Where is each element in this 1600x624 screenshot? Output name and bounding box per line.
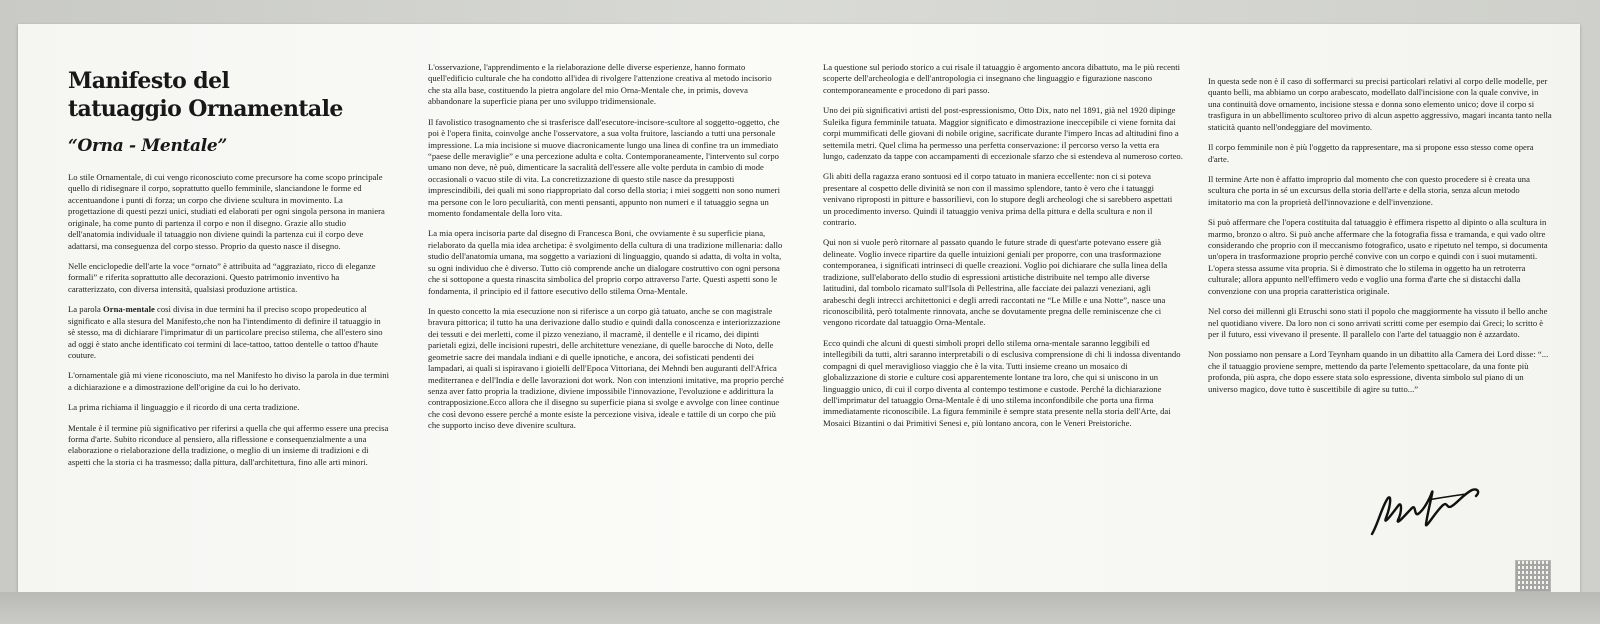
paragraph: Non possiamo non pensare a Lord Teynham quando in un dibattito alla Camera dei Lord disse: “... che il tatuaggio proviene sempre, mettendo da parte l'elemento spettacolare, da una fonte più profonda, più aspra, che dopo essere stata solo espressione, diventa simbolo sul piano di un universo magico, dove tutto è suscettibile di agire su tutto...” <box>1208 349 1549 394</box>
paragraph: Si può affermare che l'opera costituita dal tatuaggio è effimera rispetto al dipinto o alla scultura in marmo, bronzo o altro. Si può anche affermare che la fotografia fissa e tramanda, e qui vado oltre considerando che proprio con il meccanismo fotografico, usato e ripetuto nel tempo, si documenta un'opera in trasformazione proprio perché convive con un corpo e quindi con i suoi mutamenti. L'opera stessa assume vita propria. Si è dimostrato che lo stilema in oggetto ha un retroterra culturale; allora appunto nell'effimero vedo e voglio una forma d'arte che si distacchi dalla convenzione con una propria caratteristica originale. <box>1208 217 1548 296</box>
paragraph: La questione sul periodo storico a cui risale il tatuaggio è argomento ancora dibattuto, ma le più recenti scoperte dell'archeologia e dell'antropologia ci insegnano che linguaggio e figurazione nascono contemporaneamente e procedono di pari passo. <box>823 62 1181 95</box>
column-2 <box>428 62 784 441</box>
manifesto-title <box>68 68 390 123</box>
floor-shadow <box>0 592 1600 624</box>
paragraph: In questa sede non è il caso di soffermarci su precisi particolari relativi al corpo delle modelle, per quanto belli, ma abbiamo un corpo arabescato, modellato dall'incisione con la quale convive, in una continuità dove ornamento, incisione stessa e donna sono elemento unico; dove il corpo si trasfigura in un abbellimento scultoreo privo di alcun aspetto aggressivo, magari incanta tanto nella staticità quanto nell'ondeggiare del movimento. <box>1208 76 1552 132</box>
paragraph: Qui non si vuole però ritornare al passato quando le future strade di quest'arte potevano essere già delineate. Voglio invece ripartire da quelle intuizioni geniali per proporre, con una trasformazione contemporanea, i significati intrinseci di quelle creazioni. Voglio poi dichiarare che sulla linea della tradizione, sull'elaborato dello studio di espressioni artistiche distribuite nel tempo alle diverse latitudini, dal tombolo ricamato sull'Isola di Pellestrina, alle facciate dei palazzi veneziani, agli arabeschi degli intrecci architettonici e degli arredi raccontati ne “Le Mille e una Notte”, nasce una riconoscibilità, però totalmente rinnovata, anche se dovutamente pregna delle reminiscenze che ci vengono ricordate dal tatuaggio Orna-Mentale. <box>823 237 1168 328</box>
title-line-1: Manifesto del <box>68 68 230 94</box>
paragraph: La prima richiama il linguaggio e il ricordo di una certa tradizione. <box>68 402 300 413</box>
qr-code <box>1515 560 1551 592</box>
paragraph: Mentale è il termine più significativo per riferirsi a quella che qui affermo essere una precisa forma d'arte. Subito riconduce al pensiero, alla riflessione e consequenzialmente a una elaborazione o rielaborazione della tradizione, o meglio di un insieme di tradizioni e di aspetti che la storia ci ha trasmesso; dalla pittura, dall'architettura, fino alle arti minori. <box>68 422 389 467</box>
paragraph: L'osservazione, l'apprendimento e la rielaborazione delle diverse esperienze, hanno formato quell'edificio culturale che ha condotto all'idea di rivolgere l'attenzione creativa al metodo incisorio che sta alla base, costituendo la pietra angolare del mio Orna-Mentale che, in primis, doveva abbandonare la superficie piana per uno sviluppo tridimensionale. <box>428 62 772 107</box>
paragraph: Il favolistico trasognamento che si trasferisce dall'esecutore-incisore-scultore al soggetto-oggetto, che poi è l'opera finita, coinvolge anche l'osservatore, a sua volta fruitore, lasciando a tutti una personale impressione. La mia incisione si muove diacronicamente lungo una linea di confine tra un immediato “paese delle meraviglie” e una percezione adulta e colta. Contemporaneamente, l'intervento sul corpo umano non deve, nè può, dimenticare la sacralità dell'essere alle volte perduta in cambio di mode occasionali o vacuo stile di vita. La concretizzazione di questo stile nasce da presupposti imprescindibili, dei quali mi sono riappropriato dal corso della storia; i miei soggetti non sono numeri ma persone con le loro peculiarità, con menti pensanti, appunto non numeri e il tatuaggio segna un momento fondamentale della loro vita. <box>428 116 780 219</box>
manifesto-panel <box>18 24 1580 592</box>
paragraph: In questo concetto la mia esecuzione non si riferisce a un corpo già tatuato, anche se con magistrale bravura pittorica; il tutto ha una derivazione dallo studio e quindi dalla conoscenza e interiorizzazione dei tessuti e dei merletti, come il pizzo veneziano, il macramè, il dentelle e il ricamo, dei dipinti parietali egizi, delle incisioni rupestri, delle architetture veneziane, di quelle barocche di Noto, delle geometrie sacre dei mandala indiani e di quelle ipnotiche, e ancora, dei sofisticati pendenti dei lampadari, ai quali si ispiravano i gioielli dell'Epoca Vittoriana, dei Mehndi ben auguranti dell'Africa mediterranea e dell'India e delle lavorazioni dot work. Non con intenzioni imitative, ma proprio perché senza aver fatto propria la tradizione, diviene impossibile l'innovazione, l'evoluzione e addirittura la contrapposizione.Ecco allora che il disegno su superficie piana si svolge e avvolge con linee continue che così devono essere perché a monte esiste la percezione visiva, ideale e tattile di un corpo che più che supporto inciso deve divenire scultura. <box>428 306 784 431</box>
paragraph: Lo stile Ornamentale, di cui vengo riconosciuto come precursore ha come scopo principale quello di ridisegnare il corpo, soprattutto quello femminile, slanciandone le forme ed accentuandone i punti di forza; un corpo che diviene scultura in movimento. La progettazione di questi pezzi unici, studiati ed elaborati per ogni singola persona in maniera originale, ha come punto di partenza il corpo e non il disegno. Grazie allo studio dell'anatomia individuale il tatuaggio non diviene quindi la partenza cui il corpo deve adattarsi, ma conseguenza del corpo stesso. Proprio da questo nasce il disegno. <box>68 172 385 251</box>
paragraph: L'ornamentale già mi viene riconosciuto, ma nel Manifesto ho diviso la parola in due termini a dichiarazione e a dimostrazione dell'origine da cui lo ho derivato. <box>68 370 390 392</box>
paragraph: Il termine Arte non è affatto improprio dal momento che con questo procedere si è creata una scultura che porta in sé un excursus della storia dell'arte e della storia, senza alcun metodo imitatorio ma con la proprietà dell'innovazione e dell'invenzione. <box>1208 173 1530 207</box>
column-3 <box>823 62 1183 438</box>
column-4 <box>1208 76 1552 404</box>
paragraph <box>68 304 390 361</box>
title-line-2: tatuaggio Ornamentale <box>68 95 343 122</box>
bold-term: Orna-mentale <box>103 304 155 315</box>
paragraph: Nel corso dei millenni gli Etruschi sono stati il popolo che maggiormente ha vissuto il bello anche nel quotidiano vivere. Da loro non ci sono arrivati scritti come per esempio dai Greci; lo scritto è per il futuro, essi vivevano il presente. Il parallelo con l'arte del tatuaggio non è azzardato. <box>1208 306 1548 340</box>
paragraph: Ecco quindi che alcuni di questi simboli propri dello stilema orna-mentale saranno leggibili ed intellegibili da tutti, altri saranno interpretabili o di esclusiva comprensione di chi li indossa diventando compagni di quel meraviglioso viaggio che è la vita. Tutti insieme creano un mosaico di globalizzazione di storie e culture così apparentemente lontane tra loro, che qui si uniscono in un linguaggio unico, di cui il corpo diventa al contempo testimone e custode. Perché la dichiarazione dell'imprimatur del tatuaggio Orna-Mentale è di uno stilema inconfondibile che porta una firma immediatamente riconoscibile. La figura femminile è sempre stata presente nella storia dell'Arte, dai Mosaici Bizantini o dai Primitivi Senesi e, più lontano ancora, con le Veneri Preistoriche. <box>823 337 1181 428</box>
manifesto-subtitle: “Orna - Mentale” <box>68 136 227 157</box>
column-1 <box>68 68 390 477</box>
paragraph-text: così divisa in due termini ha il preciso scopo propedeutico al significato e alla stesura del Manifesto,che non ha l'intendimento di definire il tatuaggio in sè stesso, ma di dichiarare l'imprimatur di un particolare preciso stilema, che all'estero sino ad oggi è stato anche identificato coi termini di lace-tattoo, tattoo dentelle o tattoo d'haute couture. <box>68 304 383 360</box>
signature-image <box>1368 484 1486 540</box>
paragraph: La mia opera incisoria parte dal disegno di Francesca Boni, che ovviamente è su superficie piana, rielaborato da quella mia idea archetipa: è svolgimento della cultura di una tradizione millenaria: dallo studio dell'anatomia umana, ma soggetto a variazioni di linguaggio, quando si adatta, di volta in volta, su ogni individuo che è diverso. Tutto ciò comprende anche un dialogare costruttivo con ogni persona che si sottopone a questa rinascita simbolica del proprio corpo attraverso l'arte. Questi aspetti sono le fondamenta, il principio ed il fattore esecutivo dello stilema Orna-Mentale. <box>428 228 783 296</box>
paragraph: Gli abiti della ragazza erano sontuosi ed il corpo tatuato in maniera eccellente: non ci si poteva presentare al cospetto delle divinità se non con il massimo splendore, tanto è vero che i tatuaggi venivano riproposti in pitture e bassorilievi, con lo stupore degli archeologi che si sarebbero aspettati un procedimento inverso. Quindi il tatuaggio veniva prima della pittura e della scultura e non il contrario. <box>823 171 1173 228</box>
paragraph-text: La parola <box>68 304 104 315</box>
paragraph: Il corpo femminile non è più l'oggetto da rappresentare, ma si propone esso stesso come opera d'arte. <box>1208 142 1534 164</box>
paragraph: Nelle enciclopedie dell'arte la voce “ornato” è attribuita ad “aggraziato, ricco di eleganze formali” e riferita soprattutto alle decorazioni. Questo patrimonio inventivo ha caratterizzato, con diversa intensità, qualsiasi produzione artistica. <box>68 261 376 294</box>
paragraph: Uno dei più significativi artisti del post-espressionismo, Otto Dix, nato nel 1891, già nel 1920 dipinge Suleika figura femminile tatuata. Maggior significato e dimostrazione ineccepibile ci viene fornita dai corpi mummificati delle giovani di nobile origine, sacrificate durante l'impero Incas ad altitudini fino a settemila metri. Quel clima ha permesso una perfetta conservazione: il percorso verso la vetta era lungo, cadenzato da tappe con accampamenti di eccezionale sfarzo che si estendeva al numeroso corteo. <box>823 105 1183 161</box>
